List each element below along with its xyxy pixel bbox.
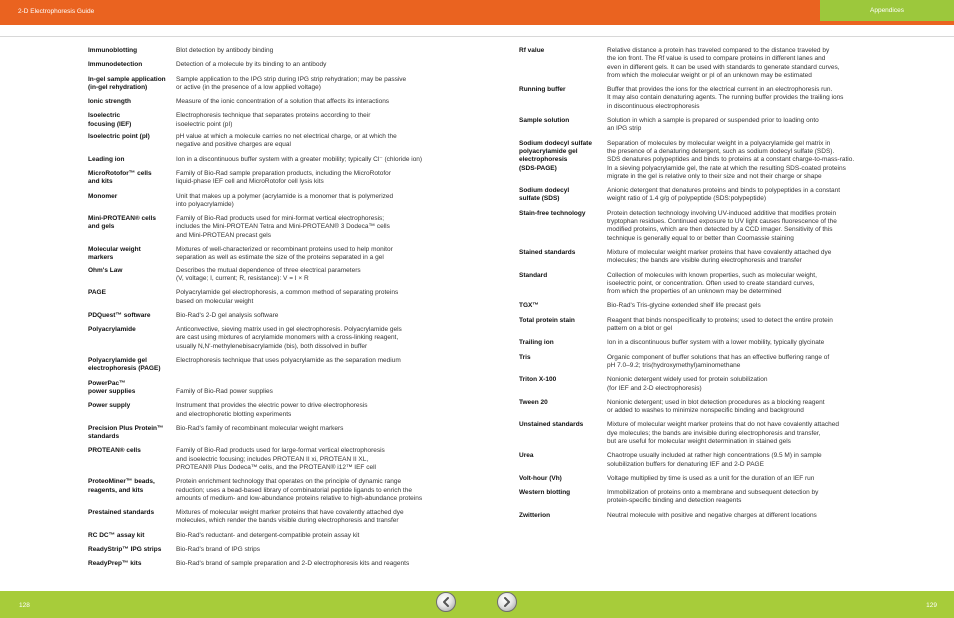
glossary-definition: Mixture of molecular weight marker proteins that have covalently attached dye molecules; the bands are visible during electrophoresis and transfer [607, 248, 832, 265]
glossary-entry [88, 112, 438, 129]
glossary-term: Precision Plus Protein™ standards [88, 424, 164, 441]
glossary-term: Trailing ion [519, 339, 554, 347]
glossary-entry [519, 489, 869, 506]
glossary-term: MicroRotofor™ cells and kits [88, 169, 152, 186]
glossary-entry [519, 376, 869, 393]
glossary-term: Immunodetection [88, 61, 143, 69]
glossary-definition: Describes the mutual dependence of three electrical parameters (V, voltage; I, current; R, resistance): V = I × R [176, 266, 361, 282]
glossary-term: TGX™ [519, 302, 539, 310]
glossary-entry [519, 302, 869, 310]
glossary-entry [88, 380, 438, 397]
glossary-entry [88, 193, 438, 210]
glossary-term: PowerPac™ power supplies [88, 379, 136, 395]
glossary-definition: Protein detection technology involving UV-induced additive that modifies protein tryptophan residues. Continued exposure to UV light causes fluorescence of the modified proteins, which are then detected by a CCD imager. Sensitivity of this technique is generally equal to or better than Coomassie staining [607, 209, 837, 242]
glossary-term: ProteoMiner™ beads, reagents, and kits [88, 478, 155, 494]
glossary-column-right [519, 47, 869, 526]
glossary-definition: Electrophoresis technique that separates proteins according to their isoelectric point (pI) [176, 112, 371, 128]
page-number-right: 129 [926, 602, 937, 609]
glossary-entry [88, 289, 438, 306]
glossary-term: Ohm's Law [88, 266, 123, 274]
glossary-entry [519, 512, 869, 520]
glossary-entry [519, 475, 869, 483]
glossary-definition: Blot detection by antibody binding [176, 47, 274, 54]
glossary-entry [88, 47, 438, 55]
glossary-term: Isoelectric point (pI) [88, 133, 150, 141]
glossary-term: Leading ion [88, 155, 125, 163]
glossary-term: Total protein stain [519, 316, 575, 324]
glossary-definition: Nonionic detergent widely used for protein solubilization (for IEF and 2-D electrophoresis) [607, 376, 768, 392]
previous-page-button[interactable] [436, 592, 456, 612]
glossary-entry [519, 86, 869, 111]
header-bar [0, 0, 954, 25]
glossary-entry [88, 447, 438, 472]
glossary-term: ReadyStrip™ IPG strips [88, 546, 162, 554]
glossary-term: Tween 20 [519, 398, 548, 406]
chevron-right-icon [501, 596, 513, 608]
glossary-entry [88, 478, 438, 503]
glossary-term: Sodium dodecyl sulfate polyacrylamide gel electrophoresis (SDS-PAGE) [519, 139, 592, 172]
glossary-entry [88, 61, 438, 69]
glossary-term: Sodium dodecyl sulfate (SDS) [519, 187, 570, 203]
glossary-definition: Organic component of buffer solutions that has an effective buffering range of pH 7.0–9.2; tris(hydroxymethyl)aminomethane [607, 353, 830, 369]
glossary-definition: Family of Bio-Rad power supplies [176, 387, 273, 395]
glossary-entry [88, 170, 438, 187]
glossary-definition: Reagent that binds nonspecifically to proteins; used to detect the entire protein pattern on a blot or gel [607, 316, 833, 333]
glossary-definition: Bio-Rad's Tris-glycine extended shelf life precast gels [607, 302, 761, 310]
glossary-definition: Ion in a discontinuous buffer system with a greater mobility; typically Cl⁻ (chloride ion) [176, 155, 423, 163]
glossary-definition: Nonionic detergent; used in blot detection procedures as a blocking reagent or added to washes to minimize nonspecific binding and background [607, 398, 825, 415]
glossary-term: Unstained standards [519, 421, 584, 429]
glossary-entry [88, 509, 438, 526]
glossary-definition: Bio-Rad's family of recombinant molecular weight markers [176, 424, 344, 432]
glossary-definition: Bio-Rad's brand of sample preparation and 2-D electrophoresis kits and reagents [176, 560, 410, 568]
glossary-entry [519, 187, 869, 204]
glossary-term: Power supply [88, 402, 131, 410]
glossary-term: Sample solution [519, 117, 570, 125]
glossary-entry [88, 560, 438, 568]
guide-title: 2-D Electrophoresis Guide [18, 8, 95, 15]
glossary-entry [88, 357, 438, 374]
glossary-term: Standard [519, 271, 548, 279]
glossary-definition: Family of Bio-Rad products used for large-format vertical electrophoresis and isoelectric focusing; includes PROTEAN II xi, PROTEAN II XL, PROTEAN® Plus Dodeca™ cells, and the PROTEAN® i12™ IEF cell [176, 447, 385, 471]
glossary-entry [88, 133, 438, 150]
glossary-entry [88, 546, 438, 554]
glossary-term: Isoelectric focusing (IEF) [88, 112, 132, 128]
glossary-entry [88, 98, 438, 106]
glossary-term: PDQuest™ software [88, 311, 151, 319]
glossary-term: Polyacrylamide [88, 326, 136, 334]
glossary-definition: Measure of the ionic concentration of a solution that affects its interactions [176, 98, 390, 106]
glossary-entry [88, 425, 438, 442]
glossary-definition: Family of Bio-Rad products used for mini-format vertical electrophoresis; includes the Mini-PROTEAN Tetra and Mini-PROTEAN® 3 Dodeca™ cells and Mini-PROTEAN precast gels [176, 215, 390, 239]
glossary-definition: Mixtures of well-characterized or recombinant proteins used to help monitor separation as well as estimate the size of the proteins separated in a gel [176, 246, 393, 262]
glossary-term: Zwitterion [519, 511, 551, 519]
glossary-term: Molecular weight markers [88, 246, 141, 262]
glossary-entry [88, 402, 438, 419]
glossary-definition: Anionic detergent that denatures proteins and binds to polypeptides in a constant weight ratio of 1.4 g/g of polypeptide (SDS:polypeptide) [607, 187, 841, 203]
glossary-entry [88, 532, 438, 540]
glossary-column-left [88, 47, 438, 575]
glossary-term: Mini-PROTEAN® cells and gels [88, 215, 156, 231]
glossary-term: Tris [519, 353, 531, 361]
glossary-entry [519, 249, 869, 266]
glossary-entry [519, 339, 869, 347]
glossary-entry [519, 47, 869, 80]
glossary-entry [519, 272, 869, 297]
glossary-term: Stained standards [519, 248, 576, 256]
glossary-term: RC DC™ assay kit [88, 531, 145, 539]
glossary-definition: Collection of molecules with known properties, such as molecular weight, isoelectric point, or concentration. Often used to create standard curves, from which the properties of an unknown may be determined [607, 271, 817, 296]
glossary-definition: Polyacrylamide gel electrophoresis, a common method of separating proteins based on molecular weight [176, 289, 399, 305]
glossary-definition: Chaotrope usually included at rather high concentrations (9.5 M) in sample solubilization buffers for denaturing IEF and 2-D PAGE [607, 452, 822, 468]
glossary-definition: Ion in a discontinuous buffer system with a lower mobility, typically glycinate [607, 339, 825, 347]
glossary-definition: Solution in which a sample is prepared or suspended prior to loading onto an IPG strip [607, 117, 819, 133]
glossary-definition: Neutral molecule with positive and negative charges at different locations [607, 511, 817, 519]
glossary-definition: Sample application to the IPG strip during IPG strip rehydration; may be passive or active (in the presence of a low applied voltage) [176, 75, 407, 91]
glossary-term: ReadyPrep™ kits [88, 560, 142, 568]
glossary-term: Rf value [519, 47, 545, 54]
glossary-term: Stain-free technology [519, 209, 586, 217]
glossary-term: Polyacrylamide gel electrophoresis (PAGE) [88, 357, 161, 373]
glossary-entry [88, 246, 438, 263]
glossary-term: In-gel sample application (in-gel rehydration) [88, 75, 166, 91]
glossary-definition: Bio-Rad's brand of IPG strips [176, 546, 260, 554]
glossary-definition: pH value at which a molecule carries no net electrical charge, or at which the negative and positive charges are equal [176, 133, 397, 149]
glossary-entry [519, 117, 869, 134]
glossary-definition: Buffer that provides the ions for the electrical current in an electrophoresis run. It may also contain denaturing agents. The running buffer provides the trailing ions in discontinuous electrophoresis [607, 86, 844, 110]
glossary-term: Volt-hour (Vh) [519, 474, 562, 482]
glossary-definition: Bio-Rad's 2-D gel analysis software [176, 311, 279, 319]
glossary-term: Immunoblotting [88, 47, 138, 54]
glossary-definition: Anticonvective, sieving matrix used in gel electrophoresis. Polyacrylamide gels are cast using mixtures of acrylamide monomers with a cross-linking reagent, usually N,N'-methylenebisacrylamide (bis), both dissolved in buffer [176, 326, 402, 350]
glossary-definition: Instrument that provides the electric power to drive electrophoresis and electrophoretic blotting experiments [176, 402, 368, 418]
glossary-entry [519, 452, 869, 469]
glossary-definition: Detection of a molecule by its binding to an antibody [176, 61, 327, 69]
glossary-definition: Electrophoresis technique that uses polyacrylamide as the separation medium [176, 357, 401, 365]
glossary-term: Western blotting [519, 489, 571, 497]
glossary-definition: Unit that makes up a polymer (acrylamide is a monomer that is polymerized into polyacrylamide) [176, 192, 394, 208]
page-number-left: 128 [19, 602, 30, 609]
glossary-definition: Immobilization of proteins onto a membrane and subsequent detection by protein-specific binding and detection reagents [607, 489, 819, 505]
glossary-definition: Protein enrichment technology that operates on the principle of dynamic range reduction; uses a bead-based library of combinatorial peptide ligands to enrich the amounts of medium- and low-abundance proteins relative to high-abundance proteins [176, 478, 423, 502]
glossary-term: PROTEAN® cells [88, 447, 141, 455]
glossary-entry [88, 156, 438, 164]
glossary-definition: Mixture of molecular weight marker proteins that do not have covalently attached dye molecules; the bands are invisible during electrophoresis and transfer, but are useful for molecular weight determination in stained gels [607, 421, 839, 445]
glossary-term: Prestained standards [88, 509, 155, 517]
glossary-term: Monomer [88, 192, 118, 200]
glossary-entry [519, 421, 869, 446]
glossary-definition: Bio-Rad's reductant- and detergent-compatible protein assay kit [176, 531, 360, 539]
footer-bar [0, 591, 954, 618]
glossary-entry [519, 140, 869, 181]
glossary-entry [88, 76, 438, 93]
glossary-entry [519, 354, 869, 371]
glossary-definition: Voltage multiplied by time is used as a unit for the duration of an IEF run [607, 474, 815, 482]
glossary-term: PAGE [88, 289, 106, 297]
glossary-definition: Relative distance a protein has traveled compared to the distance traveled by the ion front. The Rf value is used to compare proteins in different lanes and even in different gels. It can be used with standards to generate standard curves, from which the molecular weight or pI of an unknown may be estimated [607, 47, 840, 79]
section-tab[interactable]: Appendices [820, 0, 954, 21]
next-page-button[interactable] [497, 592, 517, 612]
glossary-entry [88, 312, 438, 320]
chevron-left-icon [440, 596, 452, 608]
glossary-entry [88, 215, 438, 240]
glossary-term: Triton X-100 [519, 376, 557, 384]
glossary-term: Urea [519, 452, 534, 460]
glossary-entry [519, 399, 869, 416]
glossary-definition: Separation of molecules by molecular weight in a polyacrylamide gel matrix in the presence of a denaturing detergent, such as sodium dodecyl sulfate (SDS). SDS denatures polypeptides and binds to proteins at a constant charge-to-mass-ratio. In a sieving polyacrylamide gel, the rate at which the resulting SDS-coated proteins migrate in the gel is relative only to their size and not their charge or shape [607, 139, 855, 180]
glossary-definition: Mixtures of molecular weight marker proteins that have covalently attached dye molecules, which render the bands visible during electrophoresis and transfer [176, 509, 404, 525]
glossary-entry [88, 326, 438, 351]
glossary-entry [519, 317, 869, 334]
glossary-definition: Family of Bio-Rad sample preparation products, including the MicroRotofor liquid-phase IEF cell and MicroRotofor cell lysis kits [176, 169, 391, 186]
glossary-term: Running buffer [519, 86, 566, 94]
glossary-entry [88, 267, 438, 284]
glossary-term: Ionic strength [88, 98, 131, 106]
header-divider [0, 25, 954, 37]
glossary-entry [519, 210, 869, 243]
